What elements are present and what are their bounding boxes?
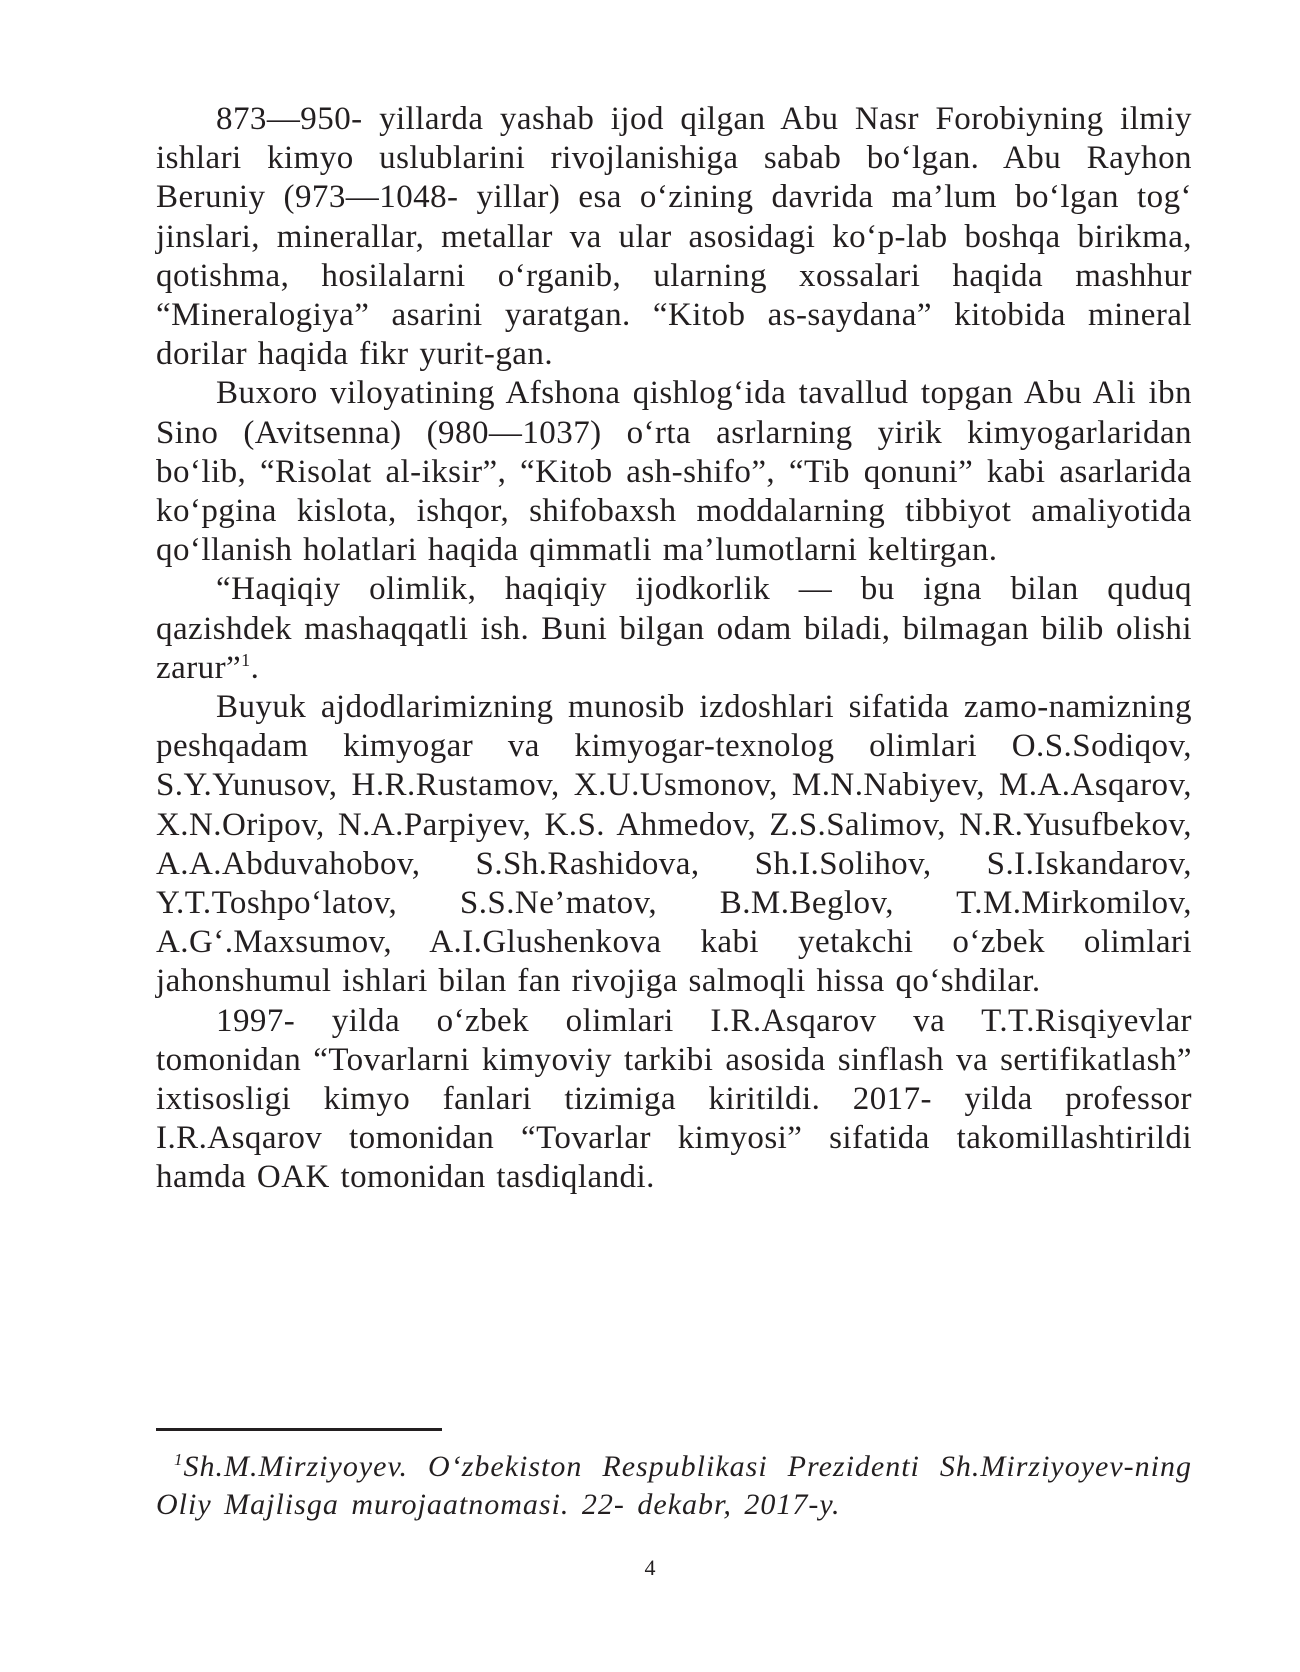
- paragraph-quote: [156, 570, 1192, 688]
- paragraph-ibn-sino: Buxoro viloyatining Afshona qishlog‘ida tavallud topgan Abu Ali ibn Sino (Avitsenna) (980—1037) o‘rta asrlarning yirik kimyogarlaridan bo‘lib, “Risolat al-iksir”, “Kitob ash-shifo”, “Tib qonuni” kabi asarlarida ko‘pgina kislota, ishqor, shifobaxsh moddalarning tibbiyot amaliyotida qo‘llanish holatlari haqida qimmatli ma’lumotlarni keltirgan.: [156, 375, 1192, 569]
- footnote-text: Sh.M.Mirziyoyev. O‘zbekiston Respublikasi Prezidenti Sh.Mirziyoyev-ning Oliy Majlisga murojaatnomasi. 22- dekabr, 2017-y.: [156, 1450, 1192, 1521]
- paragraph-forobiy-beruniy: 873—950- yillarda yashab ijod qilgan Abu Nasr Forobiyning ilmiy ishlari kimyo uslublarini rivojlanishiga sabab bo‘lgan. Abu Rayhon Beruniy (973—1048- yillar) esa o‘zining davrida ma’lum bo‘lgan tog‘ jinslari, minerallar, metallar va ular asosidagi ko‘p-lab boshqa birikma, qotishma, hosilalarni o‘rganib, ularning xossalari haqida mashhur “Mineralogiya” asarini yaratgan. “Kitob as-saydana” kitobida mineral dorilar haqida fikr yurit-gan.: [156, 101, 1192, 373]
- paragraph-uzbek-scientists: Buyuk ajdodlarimizning munosib izdoshlari sifatida zamo-namizning peshqadam kimyogar va kimyogar-texnolog olimlari O.S.Sodiqov, S.Y.Yunusov, H.R.Rustamov, X.U.Usmonov, M.N.Nabiyev, M.A.Asqarov, X.N.Oripov, N.A.Parpiyev, K.S. Ahmedov, Z.S.Salimov, N.R.Yusufbekov, A.A.Abduvahobov, S.Sh.Rashidova, Sh.I.Solihov, S.I.Iskandarov, Y.T.Toshpo‘latov, S.S.Ne’matov, B.M.Beglov, T.M.Mirkomilov, A.G‘.Maxsumov, A.I.Glushenkova kabi yetakchi o‘zbek olimlari jahonshumul ishlari bilan fan rivojiga salmoqli hissa qo‘shdilar.: [156, 689, 1192, 1000]
- paragraph-1997: 1997- yilda o‘zbek olimlari I.R.Asqarov va T.T.Risqiyevlar tomonidan “Tovarlarni kimyoviy tarkibi asosida sinflash va sertifikatlash” ixtisosligi kimyo fanlari tizimiga kiritildi. 2017- yilda professor I.R.Asqarov tomonidan “Tovarlar kimyosi” sifatida takomillashtirildi hamda OAK tomonidan tasdiqlandi.: [156, 1002, 1192, 1196]
- quote-end: .: [250, 649, 260, 686]
- footnote: [156, 1448, 1192, 1524]
- footnote-marker: 1: [174, 1450, 184, 1469]
- page-number: 4: [644, 1555, 656, 1580]
- footnote-divider: [156, 1428, 442, 1431]
- footnote-reference: 1: [241, 649, 251, 670]
- quote-text: “Haqiqiy olimlik, haqiqiy ijodkorlik — bu igna bilan quduq qazishdek mashaqqatli ish. Buni bilgan odam biladi, bilmagan bilib olishi zarur”: [156, 571, 1192, 686]
- body-text: [156, 100, 1192, 1198]
